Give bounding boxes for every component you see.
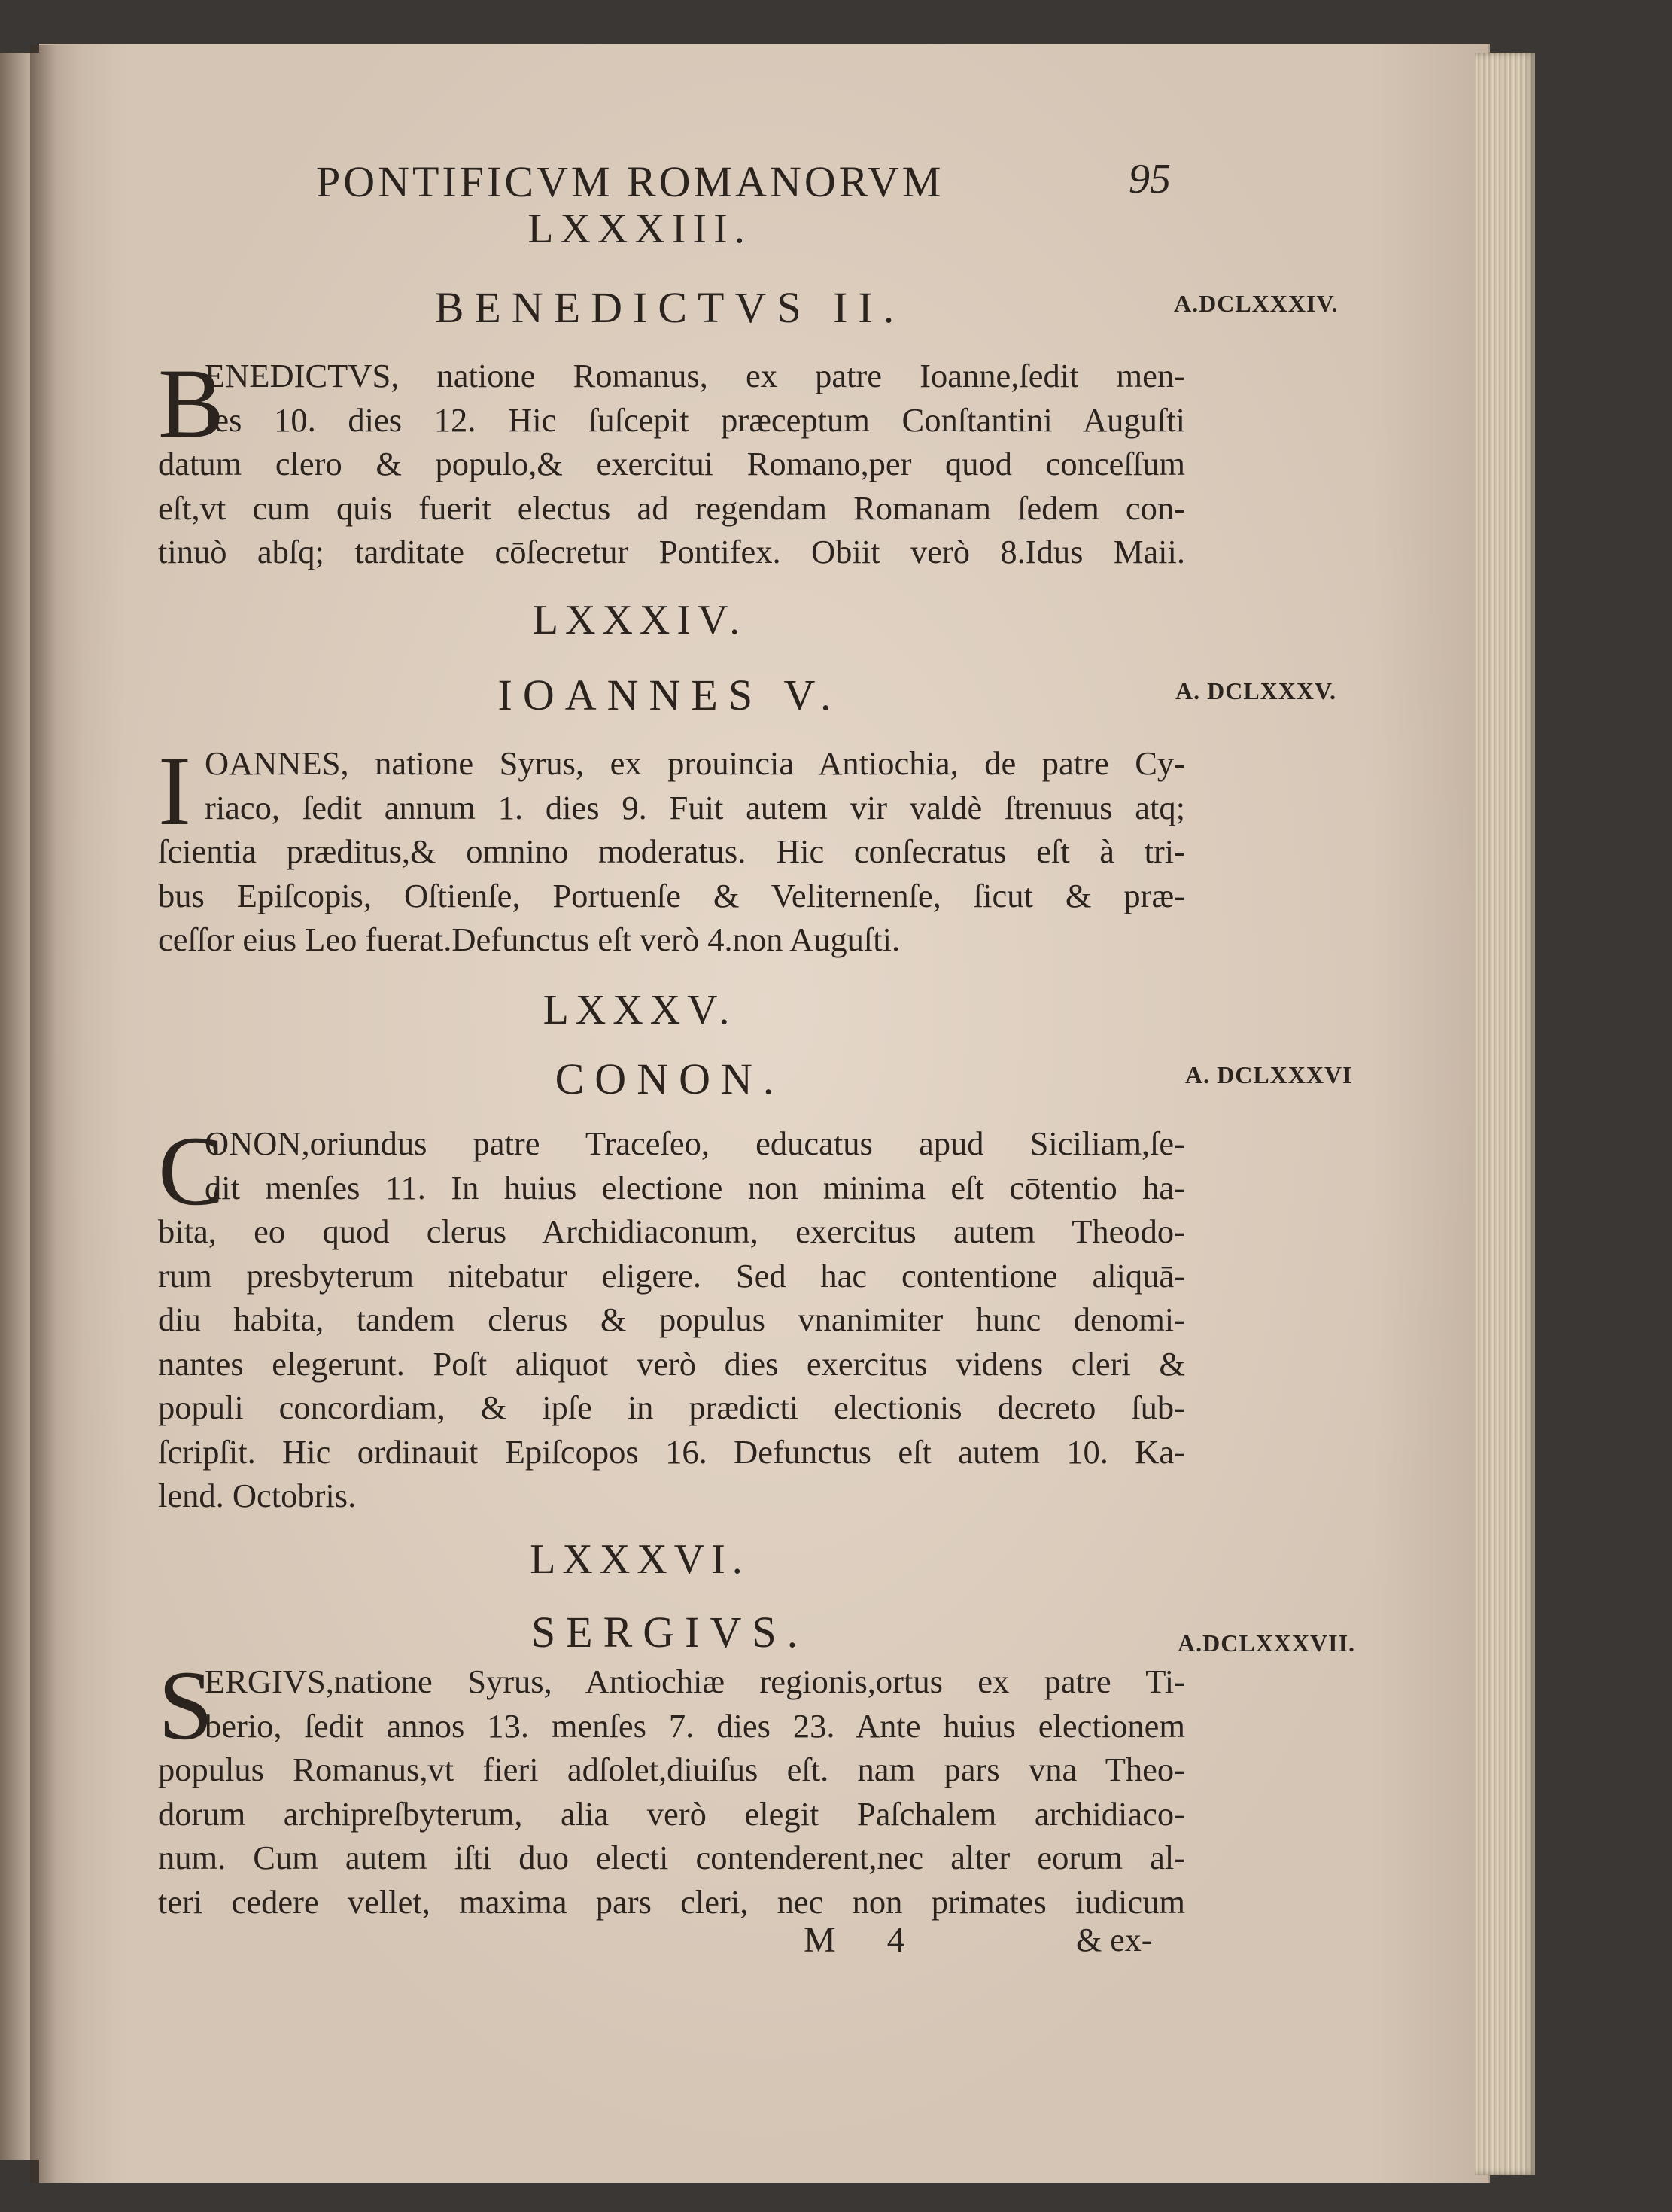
entry-text xyxy=(158,348,1185,574)
text-line: teri cedere vellet, maxima pars cleri, nec non primates iudicum xyxy=(158,1882,1185,1921)
entry-number: LXXXVI. xyxy=(530,1536,749,1583)
text-line: dorum archipreſbyterum, alia verò elegit Paſchalem archidiaco- xyxy=(158,1794,1185,1833)
text-line: populus Romanus,vt fieri adſolet,diuiſus eſt. nam pars vna Theo- xyxy=(158,1751,1185,1788)
text-line: nantes elegerunt. Poſt aliquot verò dies exercitus videns cleri & xyxy=(158,1344,1185,1383)
running-title: PONTIFICVM ROMANORVM xyxy=(316,157,944,206)
text-line: diu habita, tandem clerus & populus vnanimiter hunc denomi- xyxy=(158,1301,1185,1338)
margin-year: A. DCLXXXV. xyxy=(1175,677,1336,704)
text-line: populi concordiam, & ipſe in prædicti electionis decreto ſub- xyxy=(158,1389,1185,1426)
text-line: rum presbyterum nitebatur eligere. Sed hac contentione aliquā- xyxy=(158,1256,1185,1295)
text-line: lend. Octobris. xyxy=(158,1477,357,1514)
text-line: dit menſes 11. In huius electione non minima eſt cōtentio ha- xyxy=(205,1168,1185,1206)
drop-capital: C xyxy=(158,1115,225,1226)
text-line: bita, eo quod clerus Archidiaconum, exercitus autem Theodo- xyxy=(158,1212,1185,1250)
entry-name: SERGIVS. xyxy=(530,1608,809,1657)
entry-name: BENEDICTVS II. xyxy=(434,283,905,332)
margin-year: A.DCLXXXVII. xyxy=(1178,1629,1356,1657)
text-line: ſcientia præditus,& omnino moderatus. Hic conſecratus eſt à tri- xyxy=(158,832,1185,870)
text-line: berio, ſedit annos 13. menſes 7. dies 23. Ante huius electionem xyxy=(205,1706,1185,1745)
entry-text xyxy=(158,1115,1185,1518)
page-number: 95 xyxy=(1129,156,1171,202)
text-line: ENEDICTVS, natione Romanus, ex patre Ioanne,ſedit men- xyxy=(205,357,1185,394)
drop-capital: I xyxy=(158,735,191,846)
text-line: ceſſor eius Leo fuerat.Defunctus eſt verò 4.non Auguſti. xyxy=(158,920,901,958)
page-edges xyxy=(1475,53,1535,2175)
entry-number: LXXXV. xyxy=(543,987,737,1033)
text-line: tinuò abſq; tarditate cōſecretur Pontifex. Obiit verò 8.Idus Maii. xyxy=(158,533,1185,570)
entry-text xyxy=(158,735,1185,962)
text-line: bus Epiſcopis, Oſtienſe, Portuenſe & Veliternenſe, ſicut & præ- xyxy=(158,876,1185,914)
entry-name: CONON. xyxy=(555,1054,785,1103)
drop-capital: S xyxy=(158,1650,214,1760)
entry-number: LXXXIV. xyxy=(532,597,747,644)
drop-capital: B xyxy=(158,348,225,458)
text-line: ſes 10. dies 12. Hic ſuſcepit præceptum Conſtantini Auguſti xyxy=(205,400,1185,439)
margin-year: A.DCLXXXIV. xyxy=(1174,290,1339,317)
entry-number: LXXXIII. xyxy=(527,205,752,252)
signature-mark: M 4 xyxy=(804,1920,926,1960)
text-line: ſcripſit. Hic ordinauit Epiſcopos 16. Defunctus eſt autem 10. Ka- xyxy=(158,1432,1185,1471)
entry-text xyxy=(158,1660,1185,1924)
text-line: riaco, ſedit annum 1. dies 9. Fuit autem vir valdè ſtrenuus atq; xyxy=(205,788,1185,826)
text-line: ERGIVS,natione Syrus, Antiochiæ regionis,ortus ex patre Ti- xyxy=(205,1663,1185,1700)
text-line: datum clero & populo,& exercitui Romano,per quod conceſſum xyxy=(158,445,1185,482)
margin-year: A. DCLXXXVI xyxy=(1185,1061,1353,1088)
text-line: eſt,vt cum quis fuerit electus ad regendam Romanam ſedem con- xyxy=(158,488,1185,527)
text-line: ONON,oriundus patre Traceſeo, educatus apud Siciliam,ſe- xyxy=(205,1124,1185,1162)
gutter-shadow xyxy=(30,45,83,2183)
catchword: & ex- xyxy=(1076,1921,1153,1958)
text-line: num. Cum autem iſti duo electi contenderent,nec alter eorum al- xyxy=(158,1839,1185,1876)
text-line: OANNES, natione Syrus, ex prouincia Antiochia, de patre Cy- xyxy=(205,744,1185,782)
entry-name: IOANNES V. xyxy=(497,671,842,720)
